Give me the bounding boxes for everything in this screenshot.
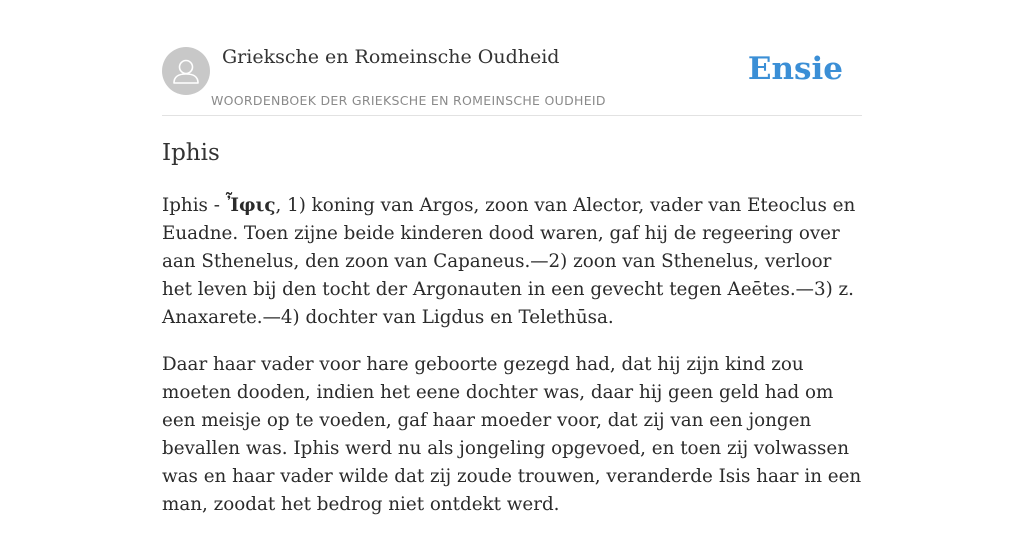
header-divider bbox=[162, 115, 862, 116]
source-subtitle: WOORDENBOEK DER GRIEKSCHE EN ROMEINSCHE OUDHEID bbox=[211, 93, 606, 108]
entry-paragraph-2: Daar haar vader voor hare geboorte gezegd had, dat hij zijn kind zou moeten dooden, indien het eene dochter was, daar hij geen geld had om een meisje op te voeden, gaf haar moeder voor, dat zij van een jongen bevallen was. Iphis werd nu als jongeling opgevoed, en toen zij volwassen was en haar vader wilde dat zij zoude trouwen, veranderde Isis haar in een man, zoodat het bedrog niet ontdekt werd. bbox=[162, 354, 862, 515]
ensie-logo[interactable]: Ensie bbox=[747, 51, 843, 87]
entry-lead: Iphis - bbox=[162, 195, 226, 216]
entry-title: Iphis bbox=[162, 140, 220, 166]
source-avatar[interactable] bbox=[162, 47, 210, 95]
entry-paragraph-1 bbox=[162, 192, 862, 332]
user-icon bbox=[162, 47, 210, 95]
entry-paragraph-1-text: , 1) koning van Argos, zoon van Alector, vader van Eteoclus en Euadne. Toen zijne beide kinderen dood waren, gaf hij de regeering over aan Sthenelus, den zoon van Capaneus.—2) zoon van Sthenelus, verloor het leven bij den tocht der Argonauten in een gevecht tegen Aeētes.—3) z. Anaxarete.—4) dochter van Ligdus en Telethūsa. bbox=[162, 195, 856, 328]
greek-term: Ἶφις bbox=[225, 195, 276, 216]
entry-body bbox=[162, 192, 862, 538]
source-title[interactable]: Grieksche en Romeinsche Oudheid bbox=[222, 46, 560, 68]
